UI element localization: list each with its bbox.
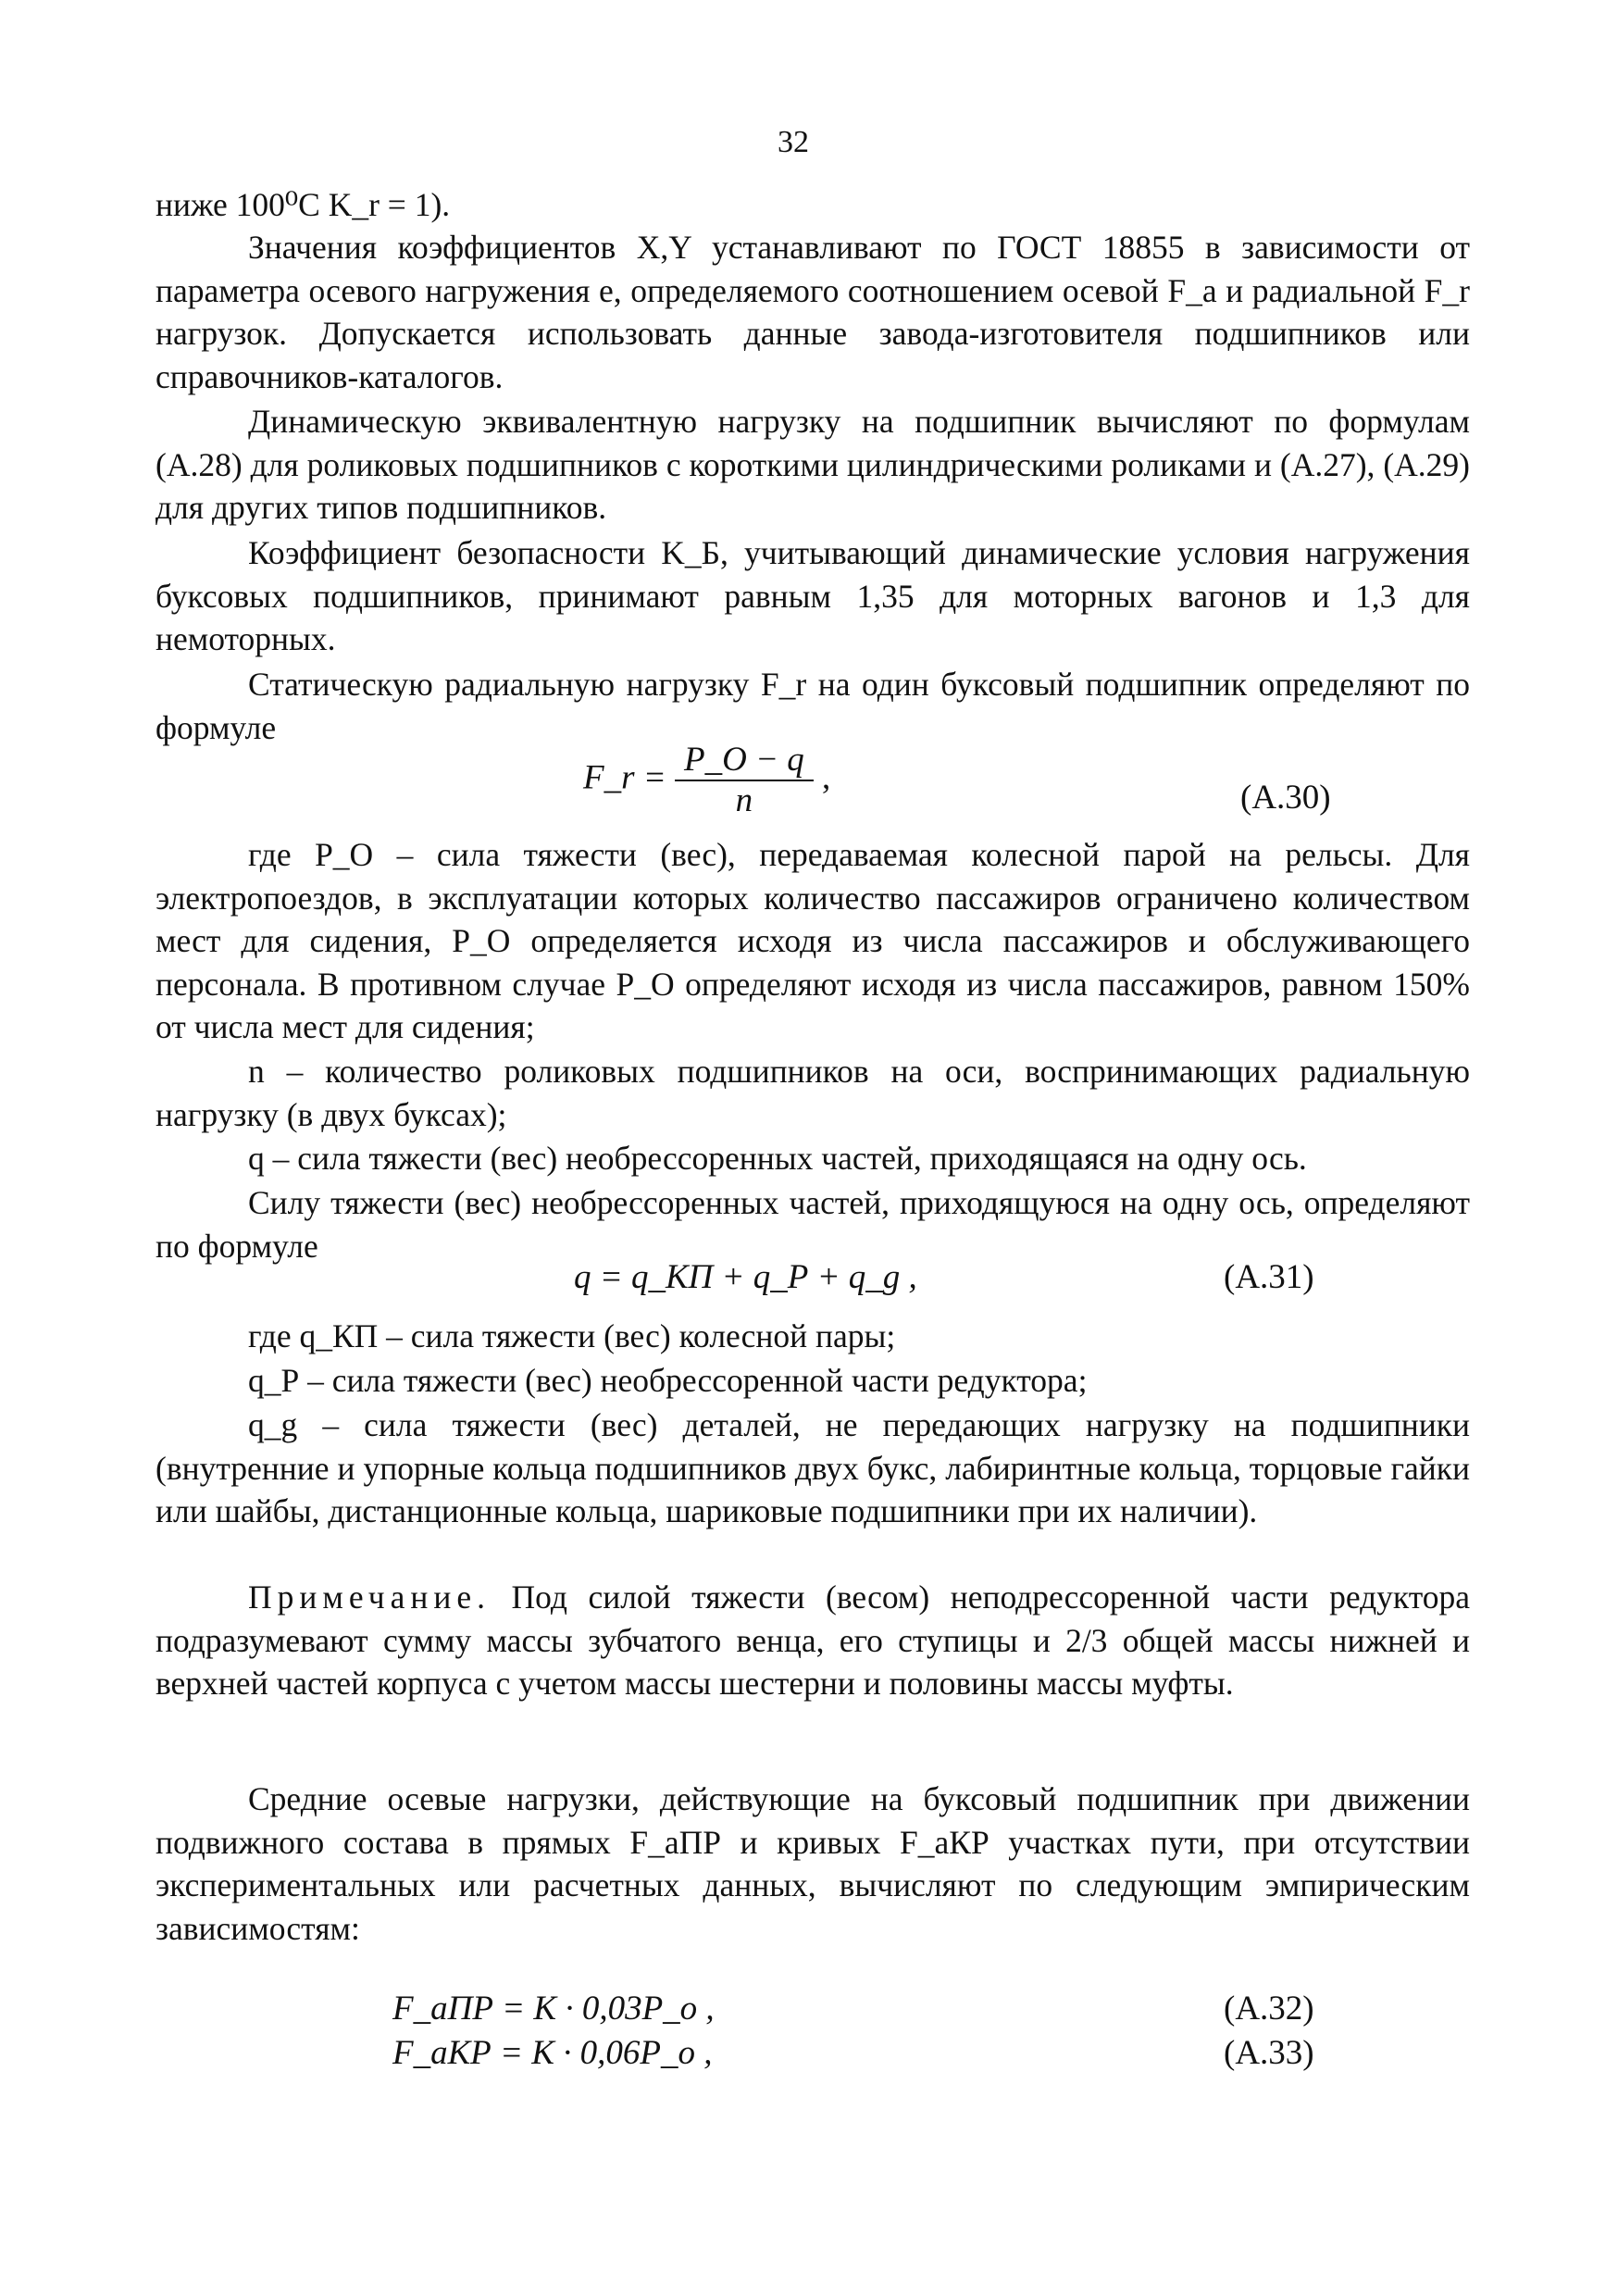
paragraph-continuation: ниже 100⁰С K_r = 1). xyxy=(156,186,451,223)
equation-number-a30: (А.30) xyxy=(1240,779,1331,817)
paragraph-xy-coefficients: Значения коэффициентов X,Y устанавливают по ГОСТ 18855 в зависимости от параметра осевого нагружения e, определяемого соотношением осевой F_a и радиальной F_r нагрузок. Допускается использовать данные завода-изготовителя подшипников или справочников-каталогов. xyxy=(156,229,1470,395)
formula-a30-denominator: n xyxy=(735,781,753,819)
definition-qkp: где q_КП – сила тяжести (вес) колесной пары; xyxy=(248,1317,896,1354)
formula-a30-fraction xyxy=(675,741,814,820)
equation-number-a33: (А.33) xyxy=(1224,2034,1314,2072)
formula-a30-lhs: F_r = xyxy=(583,758,666,797)
paragraph-dynamic-load: Динамическую эквивалентную нагрузку на подшипник вычисляют по формулам (А.28) для роликовых подшипников с короткими цилиндрическими роликами и (А.27), (А.29) для других типов подшипников. xyxy=(156,403,1470,526)
equation-number-a32: (А.32) xyxy=(1224,1990,1314,2028)
definition-qg: q_g – сила тяжести (вес) деталей, не передающих нагрузку на подшипники (внутренние и упорные кольца подшипников двух букс, лабиринтные кольца, торцовые гайки или шайбы, дистанционные кольца, шариковые подшипники при их наличии). xyxy=(156,1406,1470,1529)
formula-a32: F_aПР = K · 0,03P_o , xyxy=(392,1990,715,2028)
definition-po: где P_O – сила тяжести (вес), передаваемая колесной парой на рельсы. Для электропоездов, в эксплуатации которых количество пассажиров ограничено количеством мест для сидения, P_O определяется исходя из числа пассажиров и обслуживающего персонала. В противном случае P_O определяют исходя из числа пассажиров, равном 150% от числа мест для сидения; xyxy=(156,836,1470,1045)
page-number: 32 xyxy=(778,125,809,159)
formula-a30-comma: , xyxy=(822,758,831,797)
paragraph-safety-coefficient: Коэффициент безопасности K_Б, учитывающий динамические условия нагружения буксовых подшипников, принимают равным 1,35 для моторных вагонов и 1,3 для немоторных. xyxy=(156,534,1470,657)
formula-a30 xyxy=(583,741,830,820)
note-label: Примечание. xyxy=(248,1578,491,1616)
paragraph-unsprung-weight: Силу тяжести (вес) необрессоренных частей, приходящуюся на одну ось, определяют по формуле xyxy=(156,1184,1470,1265)
definition-n: n – количество роликовых подшипников на оси, воспринимающих радиальную нагрузку (в двух буксах); xyxy=(156,1053,1470,1133)
paragraph-static-load: Статическую радиальную нагрузку F_r на один буксовый подшипник определяют по формуле xyxy=(156,666,1470,746)
definition-q: q – сила тяжести (вес) необрессоренных частей, приходящаяся на одну ось. xyxy=(248,1140,1307,1177)
paragraph-axial-loads: Средние осевые нагрузки, действующие на буксовый подшипник при движении подвижного состава в прямых F_aПР и кривых F_aКР участках пути, при отсутствии экспериментальных или расчетных данных, вычисляют по следующим эмпирическим зависимостям: xyxy=(156,1780,1470,1947)
formula-a31: q = q_КП + q_Р + q_g , xyxy=(574,1258,917,1296)
definition-qr: q_Р – сила тяжести (вес) необрессоренной части редуктора; xyxy=(248,1362,1088,1399)
formula-a30-numerator: P_O − q xyxy=(675,741,814,781)
formula-a33: F_aКР = K · 0,06P_o , xyxy=(392,2034,713,2072)
note-text: Под силой тяжести (весом) неподрессоренной части редуктора подразумевают сумму массы зубчатого венца, его ступицы и 2/3 общей массы нижней и верхней частей корпуса с учетом массы шестерни и половины массы муфты. xyxy=(156,1578,1470,1702)
equation-number-a31: (А.31) xyxy=(1224,1258,1314,1296)
note xyxy=(156,1576,1470,1705)
